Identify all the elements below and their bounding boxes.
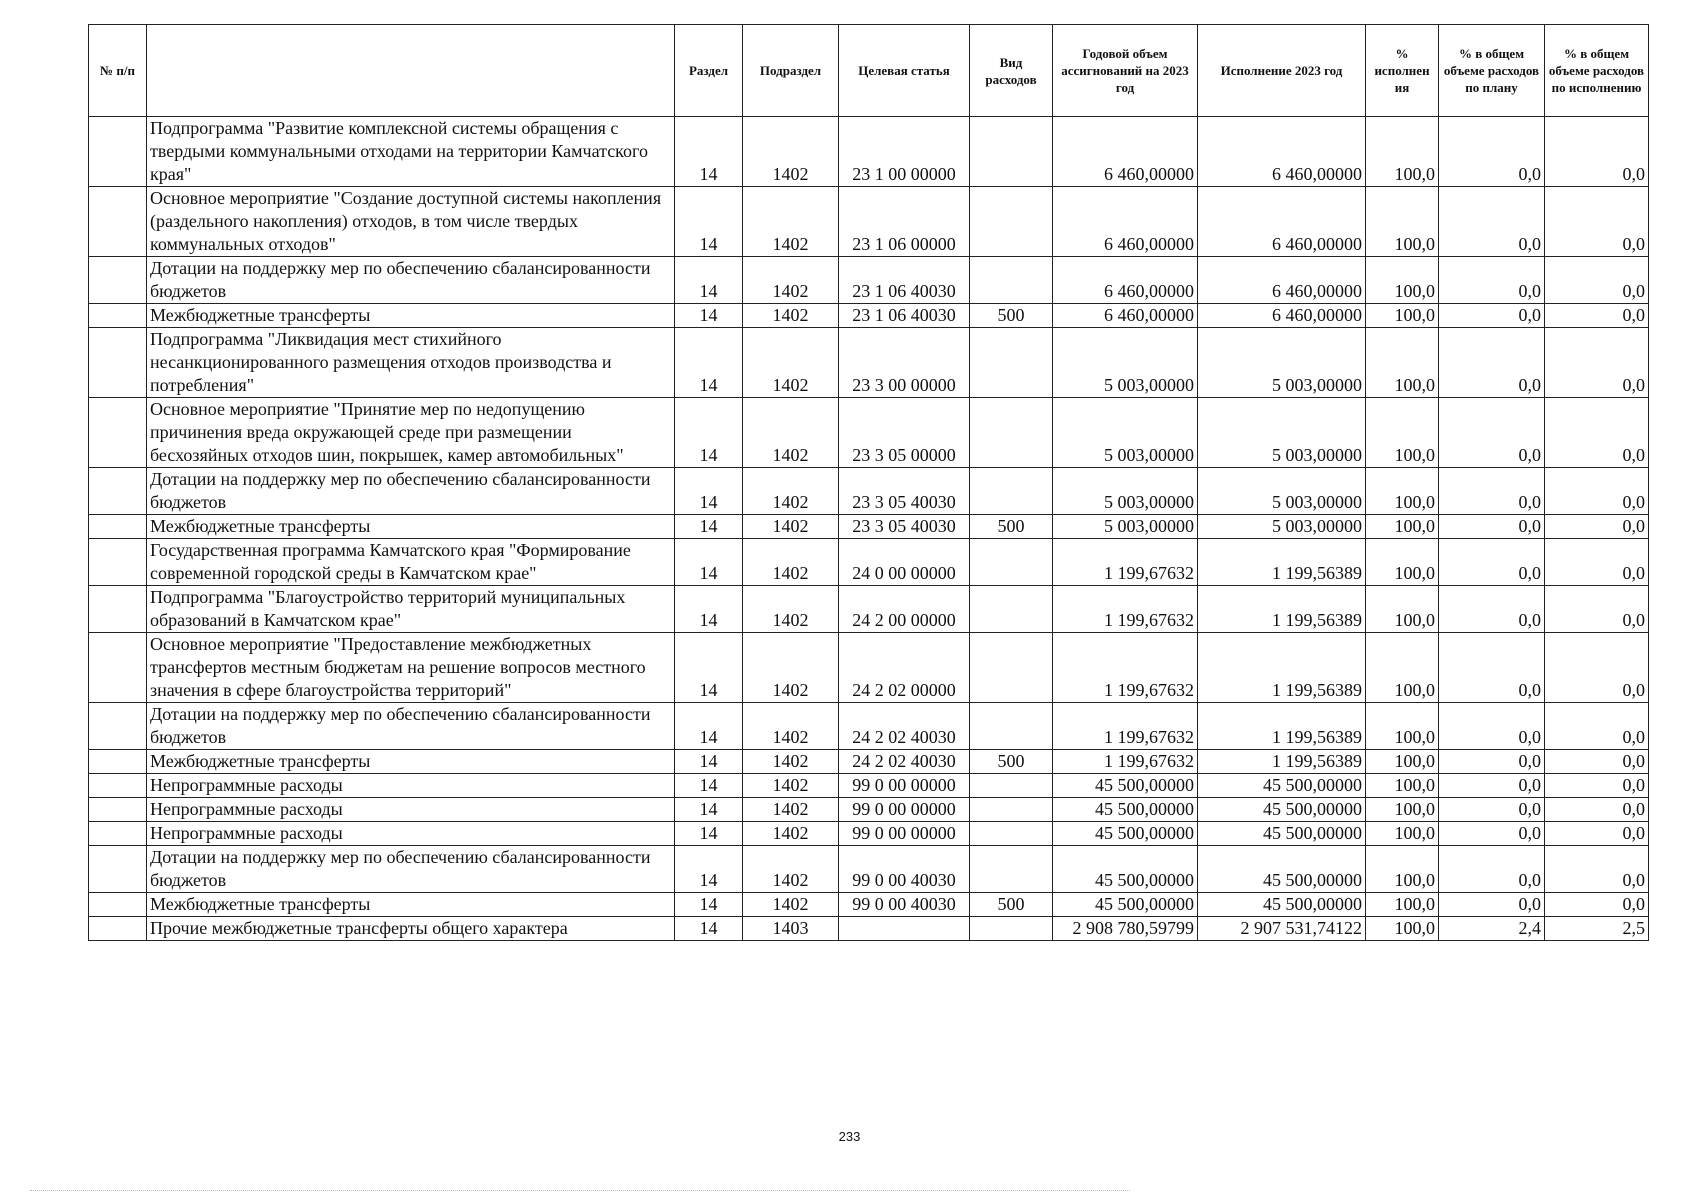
cell-share-plan: 0,0: [1439, 703, 1545, 750]
cell-pct: 100,0: [1366, 917, 1439, 941]
cell-num: [89, 586, 147, 633]
cell-vid: [970, 586, 1053, 633]
cell-annual: 1 199,67632: [1053, 586, 1198, 633]
cell-exec: 5 003,00000: [1198, 398, 1366, 468]
cell-num: [89, 822, 147, 846]
cell-name: Подпрограмма "Ликвидация мест стихийного несанкционированного размещения отходов производства и потребления": [147, 328, 675, 398]
cell-exec: 6 460,00000: [1198, 117, 1366, 187]
cell-annual: 45 500,00000: [1053, 893, 1198, 917]
cell-pct: 100,0: [1366, 822, 1439, 846]
table-row: [89, 187, 1649, 257]
table-row: [89, 328, 1649, 398]
cell-exec: 1 199,56389: [1198, 539, 1366, 586]
cell-razdel: 14: [675, 187, 743, 257]
cell-num: [89, 515, 147, 539]
cell-name: Дотации на поддержку мер по обеспечению сбалансированности бюджетов: [147, 846, 675, 893]
cell-annual: 6 460,00000: [1053, 257, 1198, 304]
cell-num: [89, 750, 147, 774]
cell-num: [89, 117, 147, 187]
header-exec: Исполнение 2023 год: [1198, 25, 1366, 117]
cell-razdel: 14: [675, 117, 743, 187]
cell-share-exec: 2,5: [1545, 917, 1649, 941]
cell-exec: 1 199,56389: [1198, 703, 1366, 750]
cell-razdel: 14: [675, 257, 743, 304]
cell-name: Дотации на поддержку мер по обеспечению сбалансированности бюджетов: [147, 468, 675, 515]
cell-exec: 1 199,56389: [1198, 750, 1366, 774]
cell-name: Межбюджетные трансферты: [147, 750, 675, 774]
cell-podrazdel: 1402: [743, 703, 839, 750]
cell-target: 23 1 06 40030: [839, 304, 970, 328]
cell-share-exec: 0,0: [1545, 846, 1649, 893]
cell-exec: 2 907 531,74122: [1198, 917, 1366, 941]
header-annual: Годовой объем ассигнований на 2023 год: [1053, 25, 1198, 117]
cell-num: [89, 468, 147, 515]
cell-share-exec: 0,0: [1545, 798, 1649, 822]
cell-num: [89, 774, 147, 798]
table-row: [89, 468, 1649, 515]
cell-name: Подпрограмма "Благоустройство территорий муниципальных образований в Камчатском крае": [147, 586, 675, 633]
cell-annual: 5 003,00000: [1053, 328, 1198, 398]
cell-share-exec: 0,0: [1545, 774, 1649, 798]
cell-share-exec: 0,0: [1545, 539, 1649, 586]
cell-podrazdel: 1402: [743, 633, 839, 703]
cell-share-exec: 0,0: [1545, 750, 1649, 774]
cell-podrazdel: 1402: [743, 257, 839, 304]
cell-share-exec: 0,0: [1545, 187, 1649, 257]
cell-target: 99 0 00 00000: [839, 822, 970, 846]
cell-podrazdel: 1402: [743, 187, 839, 257]
cell-vid: 500: [970, 515, 1053, 539]
cell-share-plan: 0,0: [1439, 117, 1545, 187]
cell-name: Основное мероприятие "Создание доступной системы накопления (раздельного накопления) отходов, в том числе твердых коммунальных отходов": [147, 187, 675, 257]
cell-exec: 45 500,00000: [1198, 798, 1366, 822]
cell-num: [89, 539, 147, 586]
cell-pct: 100,0: [1366, 633, 1439, 703]
cell-target: 23 3 05 40030: [839, 515, 970, 539]
table-row: [89, 398, 1649, 468]
cell-pct: 100,0: [1366, 468, 1439, 515]
cell-exec: 5 003,00000: [1198, 468, 1366, 515]
header-razdel: Раздел: [675, 25, 743, 117]
cell-name: Межбюджетные трансферты: [147, 304, 675, 328]
cell-vid: [970, 328, 1053, 398]
cell-exec: 45 500,00000: [1198, 846, 1366, 893]
cell-podrazdel: 1402: [743, 774, 839, 798]
cell-name: Дотации на поддержку мер по обеспечению сбалансированности бюджетов: [147, 257, 675, 304]
cell-annual: 6 460,00000: [1053, 117, 1198, 187]
cell-exec: 6 460,00000: [1198, 304, 1366, 328]
table-row: [89, 515, 1649, 539]
cell-podrazdel: 1402: [743, 468, 839, 515]
cell-share-plan: 0,0: [1439, 846, 1545, 893]
cell-target: 99 0 00 40030: [839, 893, 970, 917]
cell-vid: [970, 257, 1053, 304]
table-row: [89, 586, 1649, 633]
table-body: [89, 117, 1649, 941]
header-vid: Вид расходов: [970, 25, 1053, 117]
cell-target: 24 2 00 00000: [839, 586, 970, 633]
cell-razdel: 14: [675, 468, 743, 515]
cell-target: 23 1 06 00000: [839, 187, 970, 257]
cell-share-plan: 0,0: [1439, 893, 1545, 917]
cell-podrazdel: 1402: [743, 822, 839, 846]
cell-vid: [970, 398, 1053, 468]
cell-exec: 45 500,00000: [1198, 822, 1366, 846]
cell-razdel: 14: [675, 328, 743, 398]
cell-razdel: 14: [675, 822, 743, 846]
cell-share-exec: 0,0: [1545, 893, 1649, 917]
cell-pct: 100,0: [1366, 257, 1439, 304]
cell-target: 23 1 06 40030: [839, 257, 970, 304]
cell-share-exec: 0,0: [1545, 515, 1649, 539]
cell-annual: 45 500,00000: [1053, 774, 1198, 798]
cell-num: [89, 398, 147, 468]
cell-share-plan: 0,0: [1439, 257, 1545, 304]
cell-pct: 100,0: [1366, 846, 1439, 893]
cell-annual: 1 199,67632: [1053, 539, 1198, 586]
cell-podrazdel: 1402: [743, 515, 839, 539]
table-row: [89, 257, 1649, 304]
cell-share-plan: 0,0: [1439, 515, 1545, 539]
cell-pct: 100,0: [1366, 893, 1439, 917]
cell-pct: 100,0: [1366, 398, 1439, 468]
budget-table: [88, 24, 1649, 941]
cell-podrazdel: 1402: [743, 117, 839, 187]
cell-podrazdel: 1402: [743, 798, 839, 822]
cell-share-exec: 0,0: [1545, 398, 1649, 468]
cell-target: 24 2 02 40030: [839, 703, 970, 750]
table-row: [89, 633, 1649, 703]
cell-pct: 100,0: [1366, 304, 1439, 328]
cell-podrazdel: 1402: [743, 893, 839, 917]
cell-share-plan: 0,0: [1439, 774, 1545, 798]
cell-share-exec: 0,0: [1545, 304, 1649, 328]
cell-share-plan: 0,0: [1439, 398, 1545, 468]
cell-name: Непрограммные расходы: [147, 774, 675, 798]
cell-target: 99 0 00 40030: [839, 846, 970, 893]
header-target: Целевая статья: [839, 25, 970, 117]
cell-vid: [970, 822, 1053, 846]
cell-share-exec: 0,0: [1545, 117, 1649, 187]
cell-name: Межбюджетные трансферты: [147, 893, 675, 917]
cell-exec: 5 003,00000: [1198, 328, 1366, 398]
header-row: [89, 25, 1649, 117]
cell-target: 23 3 05 00000: [839, 398, 970, 468]
cell-podrazdel: 1402: [743, 539, 839, 586]
cell-name: Дотации на поддержку мер по обеспечению сбалансированности бюджетов: [147, 703, 675, 750]
cell-pct: 100,0: [1366, 539, 1439, 586]
cell-share-exec: 0,0: [1545, 633, 1649, 703]
cell-vid: [970, 774, 1053, 798]
table-row: [89, 304, 1649, 328]
table-row: [89, 750, 1649, 774]
cell-num: [89, 304, 147, 328]
cell-pct: 100,0: [1366, 774, 1439, 798]
cell-annual: 1 199,67632: [1053, 703, 1198, 750]
cell-vid: [970, 633, 1053, 703]
table-row: [89, 822, 1649, 846]
cell-exec: 6 460,00000: [1198, 257, 1366, 304]
cell-annual: 1 199,67632: [1053, 633, 1198, 703]
cell-vid: [970, 468, 1053, 515]
table-row: [89, 846, 1649, 893]
cell-podrazdel: 1403: [743, 917, 839, 941]
cell-razdel: 14: [675, 846, 743, 893]
cell-razdel: 14: [675, 893, 743, 917]
cell-annual: 6 460,00000: [1053, 187, 1198, 257]
cell-name: Непрограммные расходы: [147, 798, 675, 822]
header-num: № п/п: [89, 25, 147, 117]
cell-annual: 1 199,67632: [1053, 750, 1198, 774]
cell-razdel: 14: [675, 539, 743, 586]
cell-pct: 100,0: [1366, 515, 1439, 539]
cell-share-plan: 0,0: [1439, 586, 1545, 633]
cell-razdel: 14: [675, 633, 743, 703]
cell-annual: 5 003,00000: [1053, 515, 1198, 539]
cell-share-exec: 0,0: [1545, 703, 1649, 750]
cell-razdel: 14: [675, 304, 743, 328]
cell-annual: 45 500,00000: [1053, 822, 1198, 846]
cell-num: [89, 187, 147, 257]
cell-podrazdel: 1402: [743, 586, 839, 633]
cell-vid: [970, 798, 1053, 822]
cell-share-plan: 0,0: [1439, 328, 1545, 398]
cell-podrazdel: 1402: [743, 398, 839, 468]
cell-target: 23 1 00 00000: [839, 117, 970, 187]
cell-num: [89, 633, 147, 703]
cell-exec: 45 500,00000: [1198, 774, 1366, 798]
cell-vid: [970, 917, 1053, 941]
cell-vid: 500: [970, 304, 1053, 328]
cell-target: 99 0 00 00000: [839, 774, 970, 798]
cell-name: Межбюджетные трансферты: [147, 515, 675, 539]
cell-num: [89, 328, 147, 398]
cell-num: [89, 257, 147, 304]
cell-num: [89, 917, 147, 941]
header-share-exec: % в общем объеме расходов по исполнению: [1545, 25, 1649, 117]
table-row: [89, 893, 1649, 917]
cell-annual: 45 500,00000: [1053, 846, 1198, 893]
cell-name: Непрограммные расходы: [147, 822, 675, 846]
table-row: [89, 703, 1649, 750]
cell-pct: 100,0: [1366, 798, 1439, 822]
cell-vid: [970, 117, 1053, 187]
cell-exec: 6 460,00000: [1198, 187, 1366, 257]
cell-share-exec: 0,0: [1545, 257, 1649, 304]
cell-share-plan: 0,0: [1439, 304, 1545, 328]
header-podrazdel: Подраздел: [743, 25, 839, 117]
cell-podrazdel: 1402: [743, 328, 839, 398]
cell-vid: [970, 539, 1053, 586]
cell-pct: 100,0: [1366, 117, 1439, 187]
cell-podrazdel: 1402: [743, 750, 839, 774]
page-number: 233: [838, 1129, 861, 1144]
cell-annual: 5 003,00000: [1053, 468, 1198, 515]
cell-pct: 100,0: [1366, 328, 1439, 398]
cell-share-plan: 0,0: [1439, 798, 1545, 822]
cell-razdel: 14: [675, 917, 743, 941]
cell-razdel: 14: [675, 515, 743, 539]
table-row: [89, 539, 1649, 586]
cell-razdel: 14: [675, 703, 743, 750]
cell-annual: 6 460,00000: [1053, 304, 1198, 328]
cell-target: 24 2 02 00000: [839, 633, 970, 703]
cell-vid: [970, 187, 1053, 257]
header-share-plan: % в общем объеме расходов по плану: [1439, 25, 1545, 117]
cell-name: Основное мероприятие "Принятие мер по недопущению причинения вреда окружающей среде при размещении бесхозяйных отходов шин, покрышек, камер автомобильных": [147, 398, 675, 468]
cell-exec: 45 500,00000: [1198, 893, 1366, 917]
cell-share-plan: 0,0: [1439, 468, 1545, 515]
cell-annual: 2 908 780,59799: [1053, 917, 1198, 941]
cell-name: Подпрограмма "Развитие комплексной системы обращения с твердыми коммунальными отходами на территории Камчатского края": [147, 117, 675, 187]
table-row: [89, 774, 1649, 798]
table-row: [89, 117, 1649, 187]
cell-pct: 100,0: [1366, 703, 1439, 750]
cell-share-plan: 0,0: [1439, 633, 1545, 703]
cell-exec: 1 199,56389: [1198, 586, 1366, 633]
cell-vid: 500: [970, 893, 1053, 917]
cell-num: [89, 846, 147, 893]
cell-annual: 5 003,00000: [1053, 398, 1198, 468]
cell-razdel: 14: [675, 798, 743, 822]
cell-share-exec: 0,0: [1545, 586, 1649, 633]
cell-razdel: 14: [675, 750, 743, 774]
cell-share-plan: 0,0: [1439, 539, 1545, 586]
cell-target: [839, 917, 970, 941]
cell-share-plan: 0,0: [1439, 750, 1545, 774]
cell-num: [89, 893, 147, 917]
cell-name: Прочие межбюджетные трансферты общего характера: [147, 917, 675, 941]
cell-name: Основное мероприятие "Предоставление межбюджетных трансфертов местным бюджетам на решение вопросов местного значения в сфере благоустройства территорий": [147, 633, 675, 703]
cell-pct: 100,0: [1366, 586, 1439, 633]
cell-target: 23 3 05 40030: [839, 468, 970, 515]
cell-target: 24 0 00 00000: [839, 539, 970, 586]
cell-pct: 100,0: [1366, 750, 1439, 774]
cell-num: [89, 798, 147, 822]
cell-share-plan: 0,0: [1439, 187, 1545, 257]
cell-share-exec: 0,0: [1545, 468, 1649, 515]
cell-target: 23 3 00 00000: [839, 328, 970, 398]
cell-target: 99 0 00 00000: [839, 798, 970, 822]
cell-razdel: 14: [675, 586, 743, 633]
cell-vid: [970, 703, 1053, 750]
cell-vid: 500: [970, 750, 1053, 774]
header-name: [147, 25, 675, 117]
cell-exec: 1 199,56389: [1198, 633, 1366, 703]
cell-podrazdel: 1402: [743, 846, 839, 893]
cell-exec: 5 003,00000: [1198, 515, 1366, 539]
scan-artifact-line: [30, 1190, 1130, 1191]
cell-target: 24 2 02 40030: [839, 750, 970, 774]
table-row: [89, 798, 1649, 822]
cell-share-plan: 2,4: [1439, 917, 1545, 941]
table-row: [89, 917, 1649, 941]
cell-podrazdel: 1402: [743, 304, 839, 328]
cell-pct: 100,0: [1366, 187, 1439, 257]
cell-share-exec: 0,0: [1545, 822, 1649, 846]
header-pct: % исполнен ия: [1366, 25, 1439, 117]
cell-vid: [970, 846, 1053, 893]
cell-num: [89, 703, 147, 750]
cell-razdel: 14: [675, 398, 743, 468]
cell-share-exec: 0,0: [1545, 328, 1649, 398]
cell-share-plan: 0,0: [1439, 822, 1545, 846]
cell-name: Государственная программа Камчатского края "Формирование современной городской среды в Камчатском крае": [147, 539, 675, 586]
cell-annual: 45 500,00000: [1053, 798, 1198, 822]
cell-razdel: 14: [675, 774, 743, 798]
